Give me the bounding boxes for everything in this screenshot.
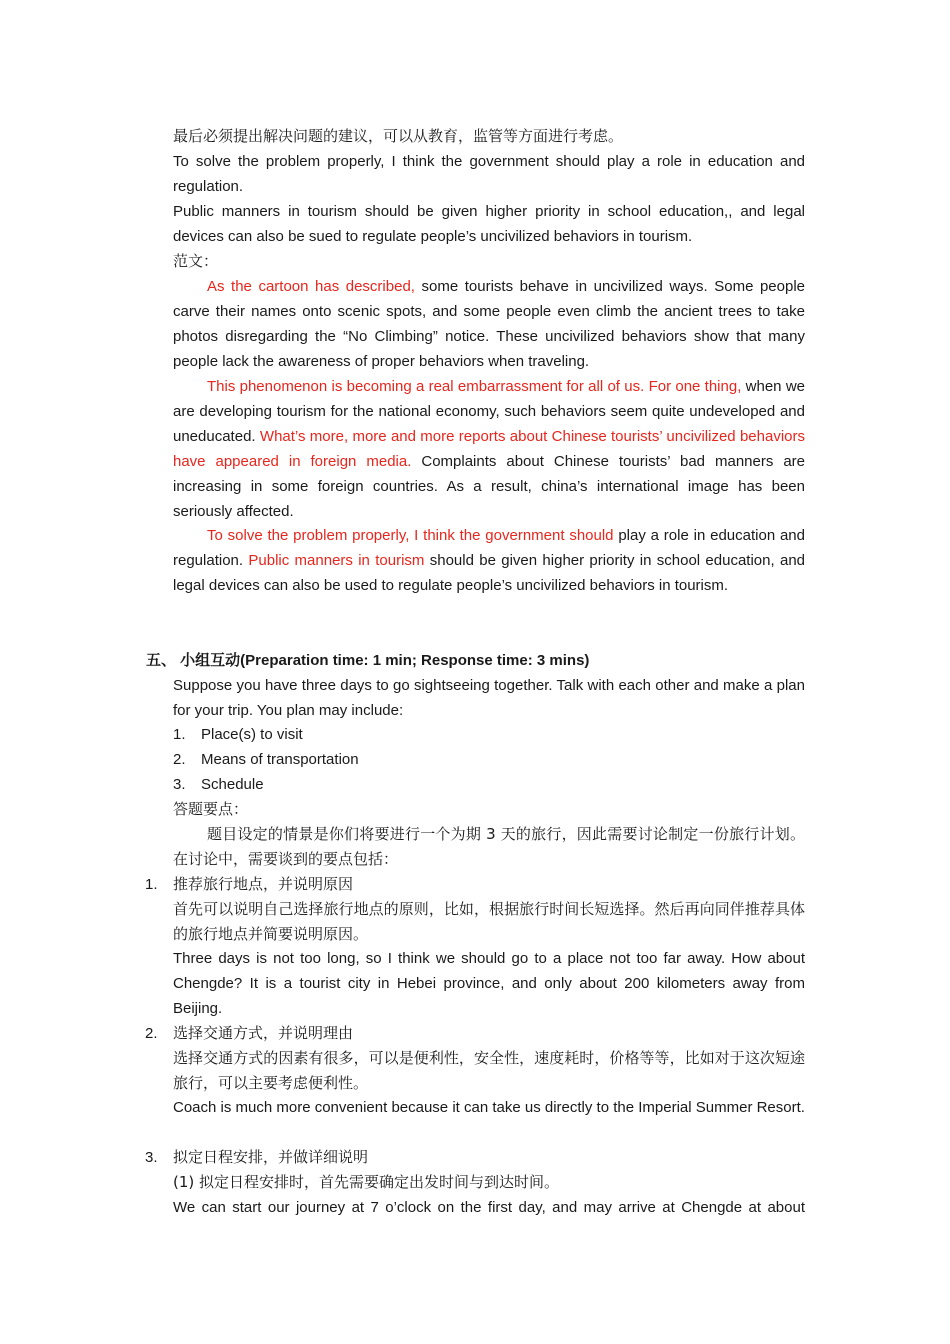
- essay-p3-highlight-2: Public manners in tourism: [248, 552, 425, 569]
- point-en-text: Coach is much more convenient because it can take us directly to the Imperial Summer Resort.: [173, 1099, 805, 1116]
- list-item: 2. Means of transportation: [173, 751, 359, 768]
- point-title: 拟定日程安排，并做详细说明: [173, 1148, 369, 1166]
- point-number: 2.: [145, 1025, 158, 1042]
- essay-p2-highlight-2: What’s more, more and more reports about Chinese tourists’ uncivilized behaviors have appeared in foreign media.: [173, 428, 805, 470]
- key-points-label: 答题要点：: [173, 800, 249, 818]
- essay-paragraph-1: [173, 274, 805, 374]
- point-number: 1.: [145, 876, 158, 893]
- essay-p3-highlight-1: To solve the problem properly, I think the government should: [207, 527, 614, 544]
- essay-p1-highlight: As the cartoon has described,: [207, 278, 415, 295]
- intro-en-paragraph-1: To solve the problem properly, I think the government should play a role in education and regulation.: [173, 153, 805, 195]
- essay-p1-text: some tourists behave in uncivilized ways. Some people carve their names onto scenic spots, and some people even climb the ancient trees to take photos disregarding the “No Climbing” notice. These uncivilized behaviors show that many people lack the awareness of proper behaviors when traveling.: [173, 278, 806, 370]
- essay-p3-text-1: play a role in education and regulation.: [173, 527, 805, 569]
- section-5-heading: 五、 小组互动(Preparation time: 1 min; Response time: 3 mins): [146, 652, 590, 669]
- point-sub-text: (1) 拟定日程安排时，首先需要确定出发时间与到达时间。: [173, 1173, 560, 1191]
- intro-en-paragraph-2: Public manners in tourism should be given higher priority in school education,, and legal devices can also be sued to regulate people’s uncivilized behaviors in tourism.: [173, 203, 805, 245]
- essay-paragraph-2: [173, 374, 805, 524]
- point-cn-text: 首先可以说明自己选择旅行地点的原则，比如，根据旅行时间长短选择。然后再向同伴推荐具体的旅行地点并简要说明原因。: [173, 900, 805, 943]
- point-en-text: Three days is not too long, so I think we should go to a place not too far away. How about Chengde? It is a tourist city in Hebei province, and only about 200 kilometers away from Beijing.: [173, 950, 805, 1017]
- list-item: 3. Schedule: [173, 776, 264, 793]
- essay-p2-text-1: when we are developing tourism for the national economy, such behaviors seem quite undeveloped and uneducated.: [173, 378, 805, 445]
- sample-label: 范文：: [173, 252, 219, 270]
- list-item: 1. Place(s) to visit: [173, 726, 303, 743]
- point-title: 推荐旅行地点，并说明原因: [173, 875, 354, 893]
- essay-p2-text-2: Complaints about Chinese tourists’ bad manners are increasing in some foreign countries. As a result, china’s international image has been seriously affected.: [173, 453, 805, 520]
- point-number: 3.: [145, 1149, 158, 1166]
- key-points-intro: 题目设定的情景是你们将要进行一个为期 3 天的旅行，因此需要讨论制定一份旅行计划。在讨论中，需要谈到的要点包括：: [173, 825, 805, 868]
- section-5-prompt: Suppose you have three days to go sightseeing together. Talk with each other and make a plan for your trip. You plan may include:: [173, 677, 805, 719]
- essay-p3-text-2: should be given higher priority in school education, and legal devices can also be used to regulate people’s uncivilized behaviors in tourism.: [173, 552, 805, 594]
- point-title: 选择交通方式，并说明理由: [173, 1024, 354, 1042]
- point-en-text: We can start our journey at 7 o’clock on the first day, and may arrive at Chengde at about: [173, 1199, 805, 1216]
- point-cn-text: 选择交通方式的因素有很多，可以是便利性，安全性，速度耗时，价格等等，比如对于这次短途旅行，可以主要考虑便利性。: [173, 1049, 805, 1092]
- essay-paragraph-3: [173, 523, 805, 598]
- intro-cn-line: 最后必须提出解决问题的建议，可以从教育，监管等方面进行考虑。: [173, 127, 624, 145]
- essay-p2-highlight-1: This phenomenon is becoming a real embarrassment for all of us. For one thing,: [207, 378, 742, 395]
